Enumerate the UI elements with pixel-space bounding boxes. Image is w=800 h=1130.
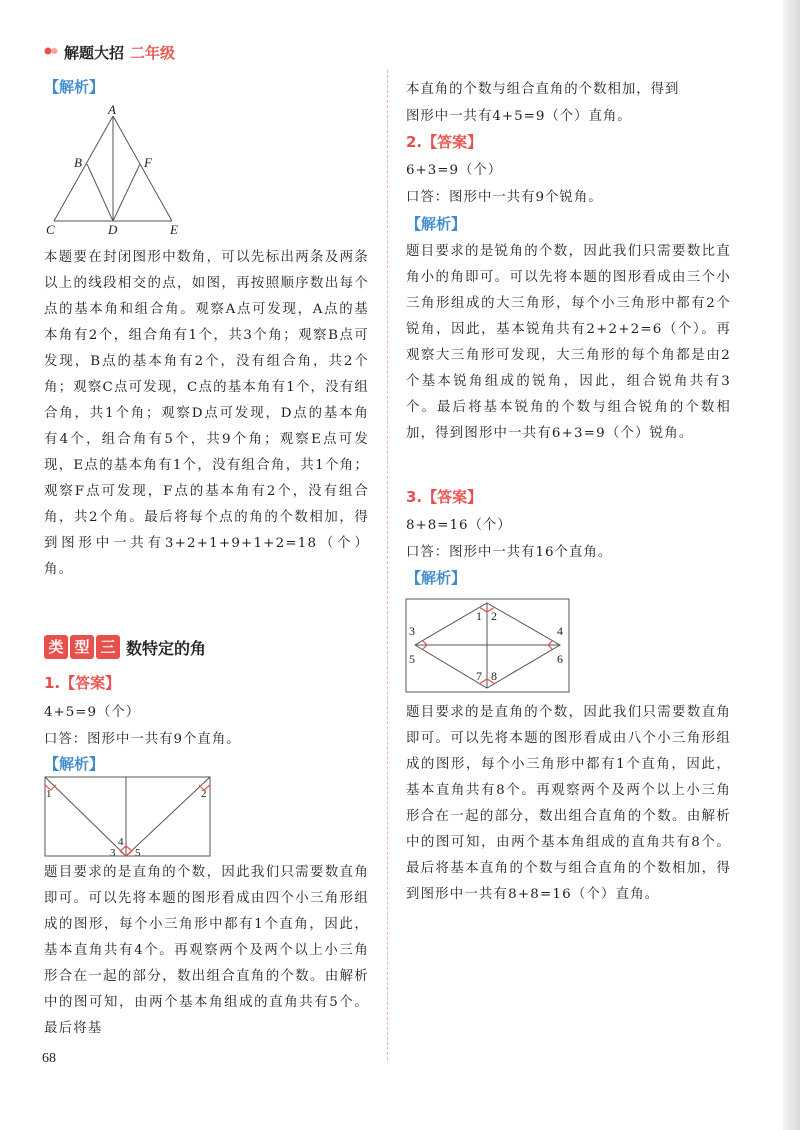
triangle-figure [40,104,190,236]
type-char: 三 [96,635,120,659]
equation-3: 8+8=16（个） [406,518,512,533]
right-angle-figure-1 [44,776,212,858]
column-divider [387,70,388,1060]
header-title [64,42,175,63]
fig-label: 5 [409,652,415,666]
type-char: 类 [44,635,68,659]
answer-label-2: 2.【答案】 [406,133,483,151]
point-label-e: E [170,222,178,236]
oral-answer-3: 口答：图形中一共有16个直角。 [406,545,613,560]
fig-label: 6 [557,652,563,666]
fig-label: 2 [491,609,497,623]
point-label-b: B [74,155,82,170]
analysis-label-3: 【解析】 [406,569,467,587]
analysis-paragraph-q1: 题目要求的是直角的个数，因此我们只需要数直角即可。可以先将本题的图形看成由四个小三角形组成的图形，每个小三角形中都有1个直角，因此，基本直角共有4个。再观察两个及两个以上小三角形合在一起的部分，数出组合直角的个数。由解析中的图可知，由两个基本角组成的直角共有5个。最后将基 [44,865,369,1036]
book-title: 解题大招 [64,44,125,62]
equation-1: 4+5=9（个） [44,705,141,720]
fig-label: 1 [46,788,52,800]
fig-label: 4 [557,624,563,638]
point-label-f: F [144,155,152,170]
analysis-label-2: 【解析】 [406,215,467,233]
header-dots-icon [44,46,58,56]
analysis-label: 【解析】 [44,78,105,96]
fig-label: 3 [110,847,116,858]
analysis-paragraph-q3: 题目要求的是直角的个数，因此我们只需要数直角即可。可以先将本题的图形看成由八个小三角形组成的图形，每个小三角形中都有1个直角，因此，基本直角共有8个。再观察两个及两个以上小三角形合在一起的部分，数出组合直角的个数。由解析中的图可知，由两个基本角组成的直角共有8个。最后将基本直角的个数与组合直角的个数相加，得到图形中一共有8+8=16（个）直角。 [406,705,731,902]
oral-answer-2: 口答：图形中一共有9个锐角。 [406,190,603,205]
point-label-a: A [108,104,116,117]
fig-label: 1 [476,609,482,623]
point-label-d: D [108,222,118,236]
page-number: 68 [42,1051,56,1066]
type-heading [44,634,206,660]
fig-label: 5 [135,847,141,858]
analysis-paragraph-q2: 题目要求的是锐角的个数，因此我们只需要数比直角小的角即可。可以先将本题的图形看成由三个小三角形组成的大三角形，每个小三角形中都有2个锐角，因此，基本锐角共有2+2+2=6（个）。再观察大三角形可发现，大三角形的每个角都是由2个基本锐角组成的锐角，因此，组合锐角共有3个。最后将基本锐角的个数与组合锐角的个数相加，得到图形中一共有6+3=9（个）锐角。 [406,244,731,441]
answer-label-3: 3.【答案】 [406,488,483,506]
analysis-label-1: 【解析】 [44,755,105,773]
fig-label: 3 [409,624,415,638]
type-title: 数特定的角 [126,638,207,658]
page-edge [783,0,800,1130]
analysis-paragraph-1: 本题要在封闭图形中数角，可以先标出两条及两条以上的线段相交的点，如图，再按照顺序数出每个点的基本角和组合角。观察A点可发现，A点的基本角有2个，组合角有1个，共3个角；观察B点可发现，B点的基本角有2个，没有组合角，共2个角；观察C点可发现，C点的基本角有1个，没有组合角，共1个角；观察D点可发现，D点的基本角有4个，组合角有5个，共9个角；观察E点可发现，E点的基本角有1个，没有组合角，共1个角；观察F点可发现，F点的基本角有2个，没有组合角，共2个角。最后将每个点的角的个数相加，得到图形中一共有3+2+1+9+1+2=18（个）角。 [44,250,369,577]
equation-2: 6+3=9（个） [406,163,503,178]
q1-continuation-line: 图形中一共有4+5=9（个）直角。 [406,109,632,124]
type-char: 型 [70,635,94,659]
point-label-c: C [46,222,55,236]
fig-label: 7 [476,669,482,683]
fig-label: 8 [491,669,497,683]
rhombus-figure [405,598,571,694]
fig-label: 2 [201,788,207,800]
answer-label-1: 1.【答案】 [44,674,121,692]
fig-label: 4 [118,836,124,848]
grade-label: 二年级 [130,44,176,62]
q1-continuation-line: 本直角的个数与组合直角的个数相加，得到 [406,82,680,97]
oral-answer-1: 口答：图形中一共有9个直角。 [44,732,241,747]
